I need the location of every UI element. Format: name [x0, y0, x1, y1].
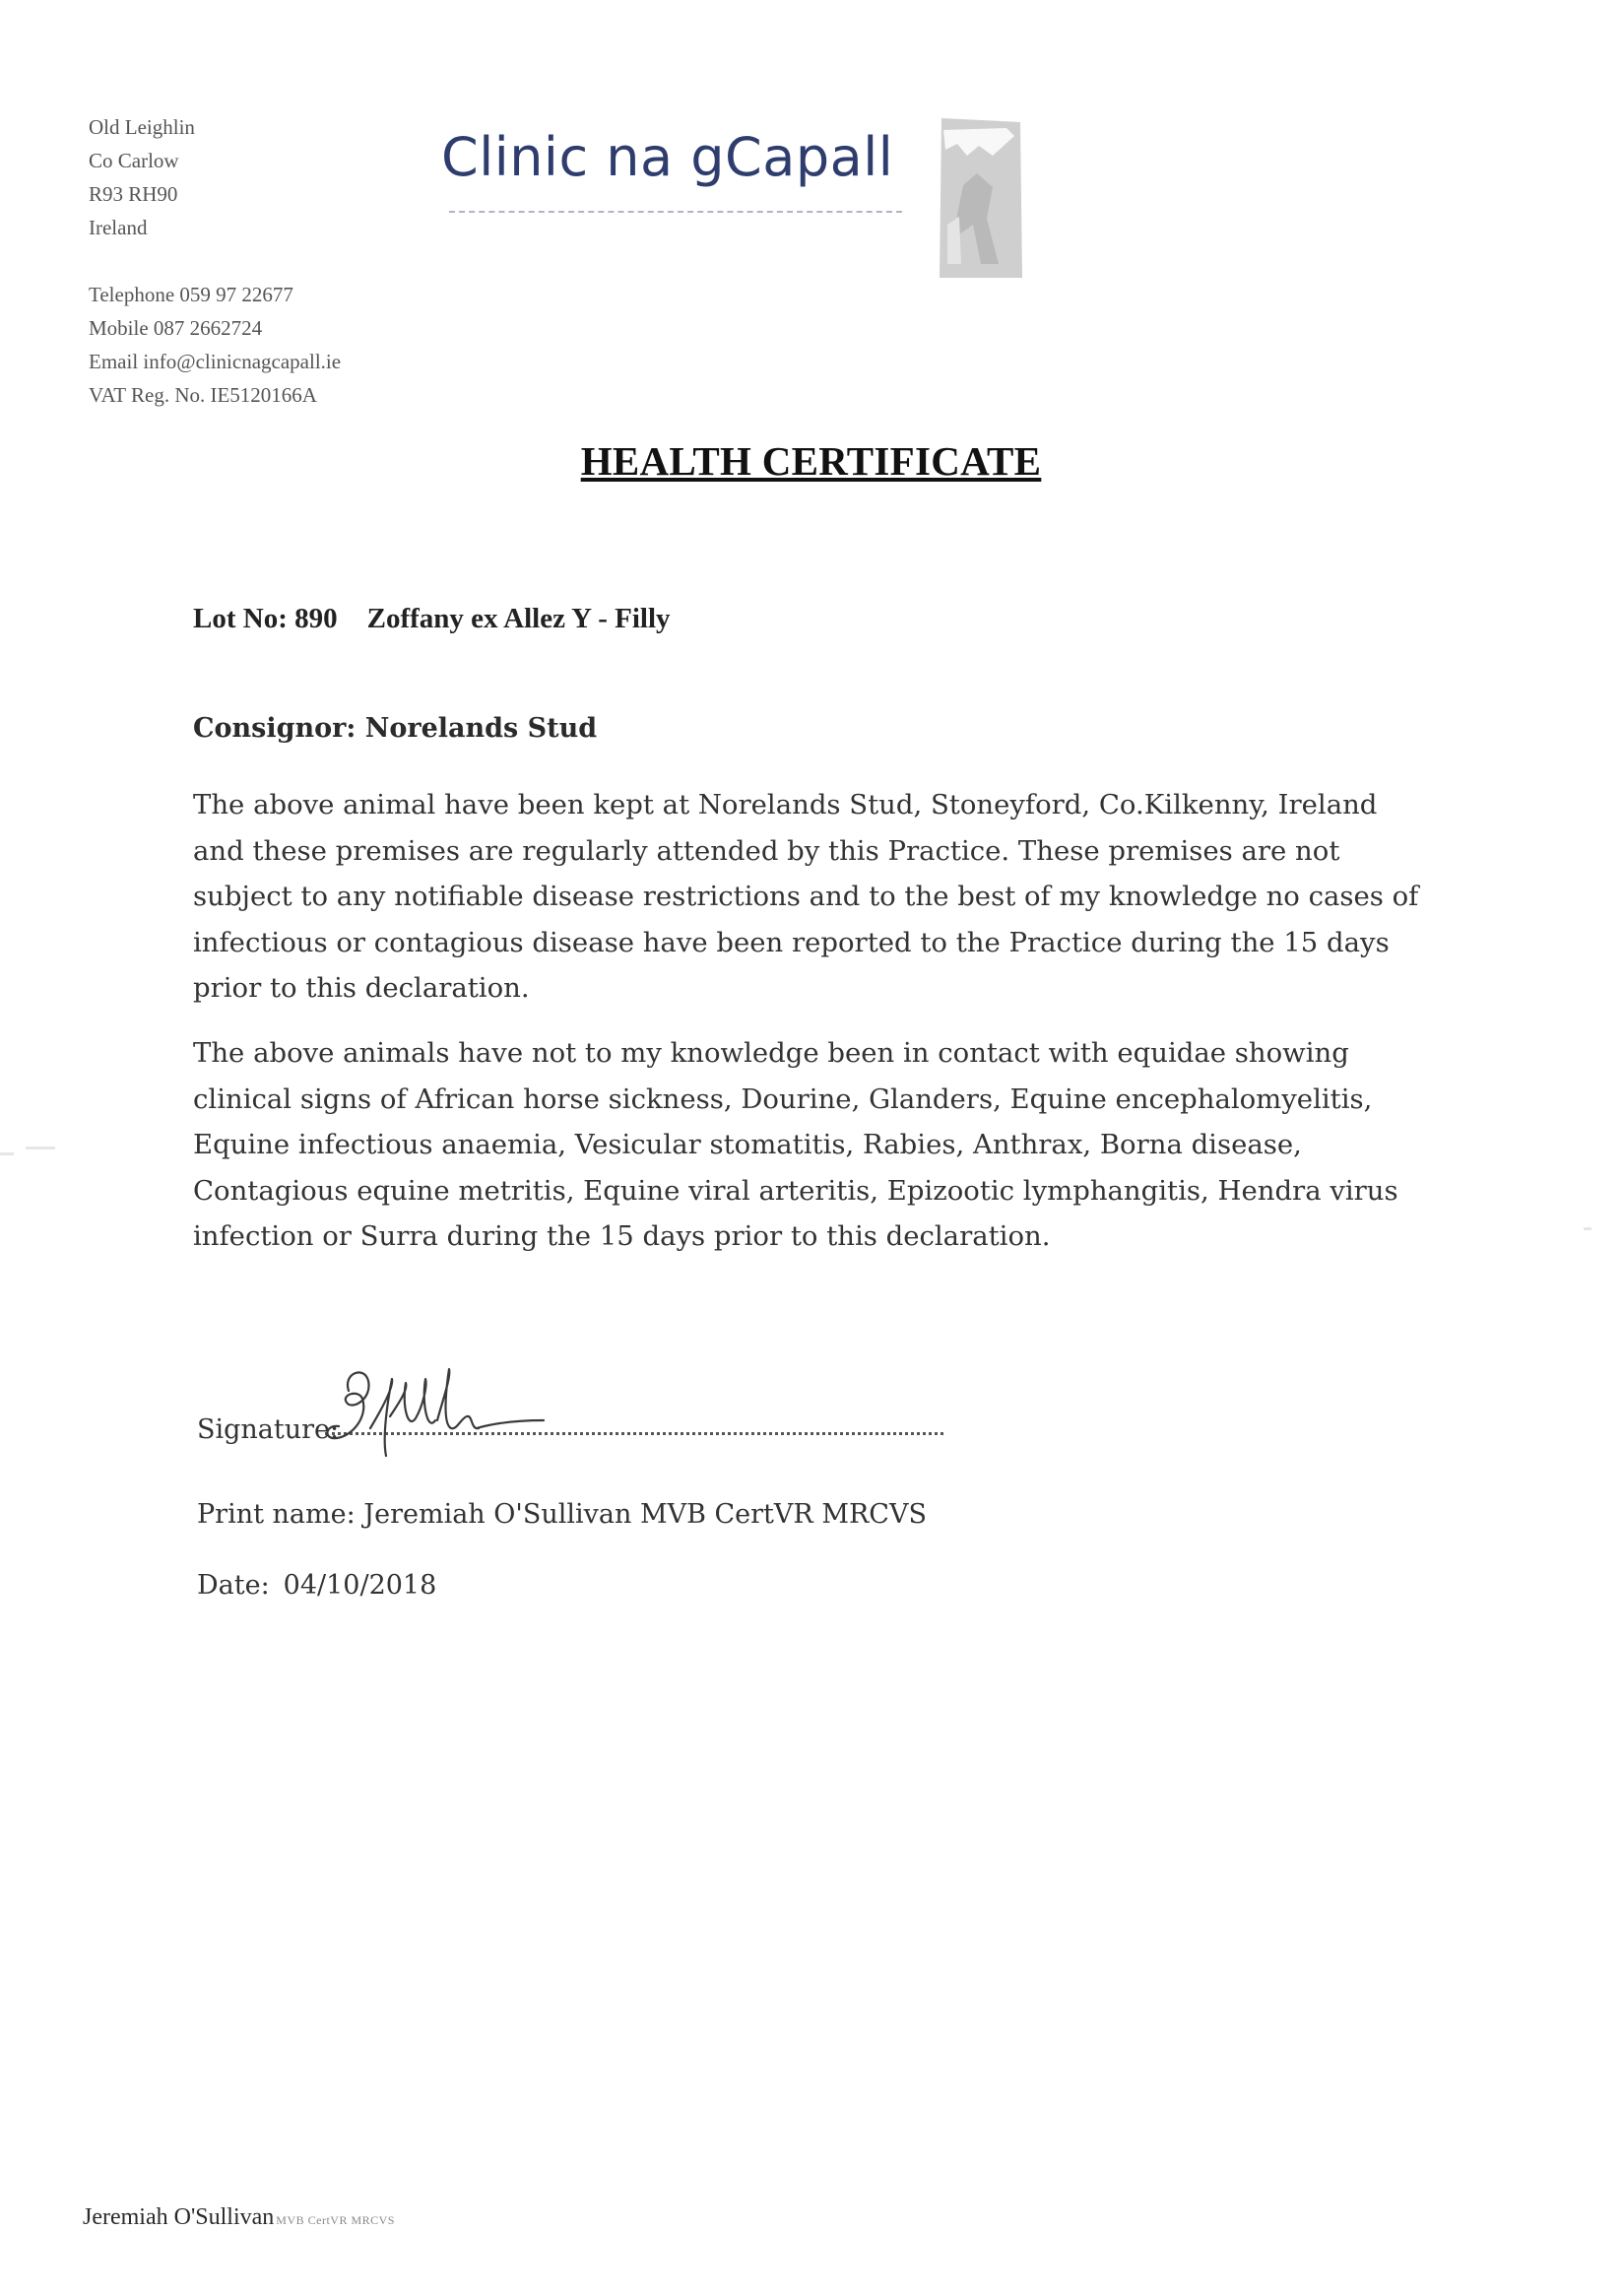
logo-underline — [449, 211, 902, 213]
contact-telephone: Telephone 059 97 22677 — [89, 283, 293, 306]
contact-mobile: Mobile 087 2662724 — [89, 316, 263, 340]
premises-paragraph: The above animal have been kept at Norelands Stud, Stoneyford, Co.Kilkenny, Ireland and these premises are regularly attended by this Practice. These premises are not subject to any notifiable disease restrictions and to the best of my knowledge no cases of infectious or contagious disease have been reported to the Practice during the 15 days prior to this declaration. — [193, 789, 1419, 1004]
lot-line — [193, 603, 671, 635]
disease-contact-paragraph: The above animals have not to my knowledge been in contact with equidae showing clinical signs of African horse sickness, Dourine, Glanders, Equine encephalomyelitis, Equine infectious anaemia, Vesicular stomatitis, Rabies, Anthrax, Borna disease, Contagious equine metritis, Equine viral arteritis, Epizootic lymphangitis, Hendra virus infection or Surra during the 15 days prior to this declaration. — [193, 1037, 1398, 1252]
print-name-line: Print name: Jeremiah O'Sullivan MVB CertVR MRCVS — [197, 1499, 927, 1530]
consignor-line: Consignor: Norelands Stud — [193, 713, 598, 744]
address-line: Old Leighlin — [89, 115, 195, 139]
signature-label: Signature: — [197, 1414, 340, 1445]
footer-signature-line — [83, 2204, 395, 2231]
contact-vat: VAT Reg. No. IE5120166A — [89, 383, 317, 407]
footer-credentials: MVB CertVR MRCVS — [276, 2213, 395, 2227]
date-label: Date: — [197, 1570, 270, 1601]
sender-address-block — [89, 110, 341, 412]
lot-number: Lot No: 890 — [193, 603, 338, 634]
address-line: R93 RH90 — [89, 182, 178, 206]
footer-name: Jeremiah O'Sullivan — [83, 2204, 275, 2230]
lot-description: Zoffany ex Allez Y - Filly — [366, 603, 671, 634]
address-line: Co Carlow — [89, 149, 179, 172]
address-gap — [89, 244, 341, 278]
address-line: Ireland — [89, 216, 148, 239]
document-title: HEALTH CERTIFICATE — [580, 438, 1042, 484]
scan-smudge — [0, 1152, 14, 1155]
date-line — [197, 1570, 436, 1601]
handwritten-signature — [313, 1359, 559, 1473]
horse-logo-icon — [938, 116, 1024, 280]
scan-smudge — [26, 1147, 55, 1149]
date-value: 04/10/2018 — [283, 1570, 437, 1601]
scan-smudge — [1584, 1227, 1591, 1230]
clinic-logo-text: Clinic na gCapall — [441, 126, 894, 188]
contact-email: Email info@clinicnagcapall.ie — [89, 350, 342, 373]
